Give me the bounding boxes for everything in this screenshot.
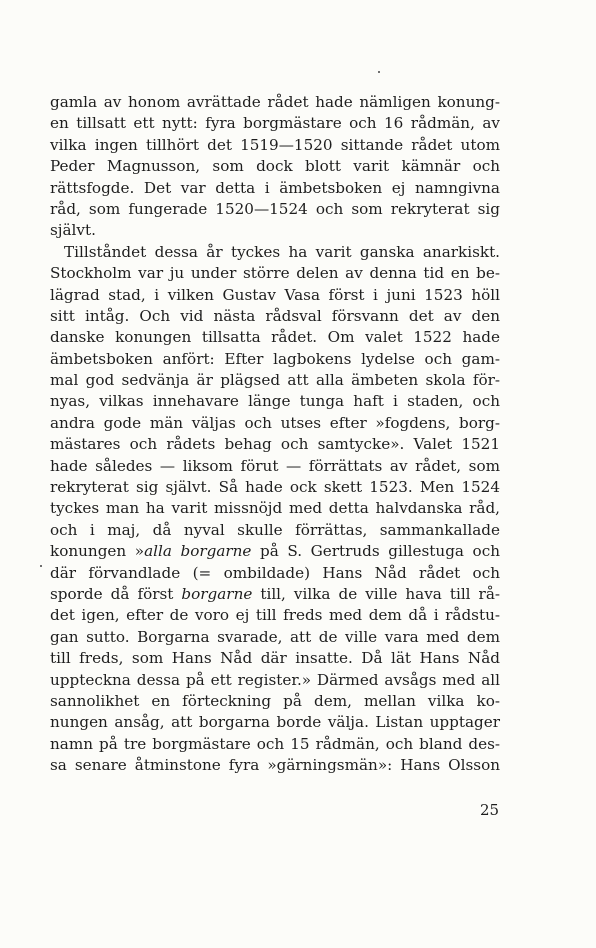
text-line [50,712,500,733]
text-span: rättsfogde. Det var detta i ämbetsboken ej namngivna [50,178,500,197]
text-line [50,242,500,263]
text-span: en tillsatt ett nytt: fyra borgmästare och 16 rådmän, av [50,114,500,133]
text-line [50,670,500,691]
text-span: vilka ingen tillhört det 1519—1520 sittande rådet utom [50,135,500,154]
text-span: namn på tre borgmästare och 15 rådmän, och bland des- [50,734,500,753]
text-line [50,520,500,541]
text-line [50,563,500,584]
text-line [50,135,500,156]
text-line [50,391,500,412]
text-span: tyckes man ha varit missnöjd med detta halvdanska råd, [50,499,500,518]
text-line [50,456,500,477]
text-span: och i maj, då nyval skulle förrättas, sammankallade [50,520,500,539]
paper-speck [378,71,380,73]
text-span: självt. [50,221,96,240]
italic-text: borgarne [181,584,253,603]
text-line [50,263,500,284]
text-line [50,349,500,370]
text-line [50,285,500,306]
text-line [50,306,500,327]
text-line [50,92,500,113]
text-span: lägrad stad, i vilken Gustav Vasa först i juni 1523 höll [50,285,500,304]
text-line [50,370,500,391]
text-line [50,178,500,199]
text-span: till, vilka de ville hava till rå- [252,584,501,603]
text-span: Tillståndet dessa år tyckes ha varit ganska anarkiskt. [64,242,500,261]
text-span: rekryterat sig självt. Så hade ock skett 1523. Men 1524 [50,478,500,497]
text-span: på S. Gertruds gillestuga och [251,542,500,561]
text-line [50,327,500,348]
text-span: sporde då först [50,584,182,603]
text-span: råd, som fungerade 1520—1524 och som rekryterat sig [50,199,500,218]
text-span: nyas, vilkas innehavare länge tunga haft i staden, och [50,392,500,411]
text-line [50,691,500,712]
body-text [50,92,500,777]
text-line [50,584,500,605]
text-span: gamla av honom avrättade rådet hade nämligen konung- [50,93,500,111]
page-number: 25 [480,801,500,819]
text-span: Peder Magnusson, som dock blott varit kämnär och [50,157,500,176]
italic-text: alla borgarne [144,542,252,561]
text-span: hade således — liksom förut — förrättats av rådet, som [50,456,500,475]
text-span: där förvandlade (= ombildade) Hans Nåd rådet och [50,563,500,582]
text-line [50,755,500,776]
text-span: till freds, som Hans Nåd där insatte. Då lät Hans Nåd [50,649,500,668]
paper-speck [40,565,42,567]
text-span: mästares och rådets behag och samtycke». Valet 1521 [50,435,500,454]
text-line [50,413,500,434]
text-line [50,199,500,220]
text-line [50,156,500,177]
text-span: Stockholm var ju under större delen av denna tid en be- [50,264,500,283]
text-span: mal god sedvänja är plägsed att alla ämbeten skola för- [50,371,500,390]
text-line [50,498,500,519]
text-span: gan sutto. Borgarna svarade, att de ville vara med dem [50,627,500,646]
text-span: sa senare åtminstone fyra »gärningsmän»: Hans Olsson [50,756,500,775]
text-span: sitt intåg. Och vid nästa rådsval försvann det av den [50,306,500,325]
text-span: andra gode män väljas och utses efter »fogdens, borg- [50,413,500,432]
text-span: ämbetsboken anfört: Efter lagbokens lydelse och gam- [50,349,500,368]
text-span: konungen » [50,542,145,561]
text-span: sannolikhet en förteckning på dem, mellan vilka ko- [50,691,500,710]
text-line [50,734,500,755]
text-line [50,477,500,498]
text-span: det igen, efter de voro ej till freds med dem då i rådstu- [50,606,500,625]
text-span: nungen ansåg, att borgarna borde välja. Listan upptager [50,713,500,732]
text-span: danske konungen tillsatta rådet. Om valet 1522 hade [50,328,500,347]
text-line [50,605,500,626]
text-span: uppteckna dessa på ett register.» Därmed avsågs med all [50,670,500,689]
text-line [50,434,500,455]
text-line [50,627,500,648]
text-line [50,220,500,241]
text-line [50,648,500,669]
text-line [50,113,500,134]
text-line [50,541,500,562]
